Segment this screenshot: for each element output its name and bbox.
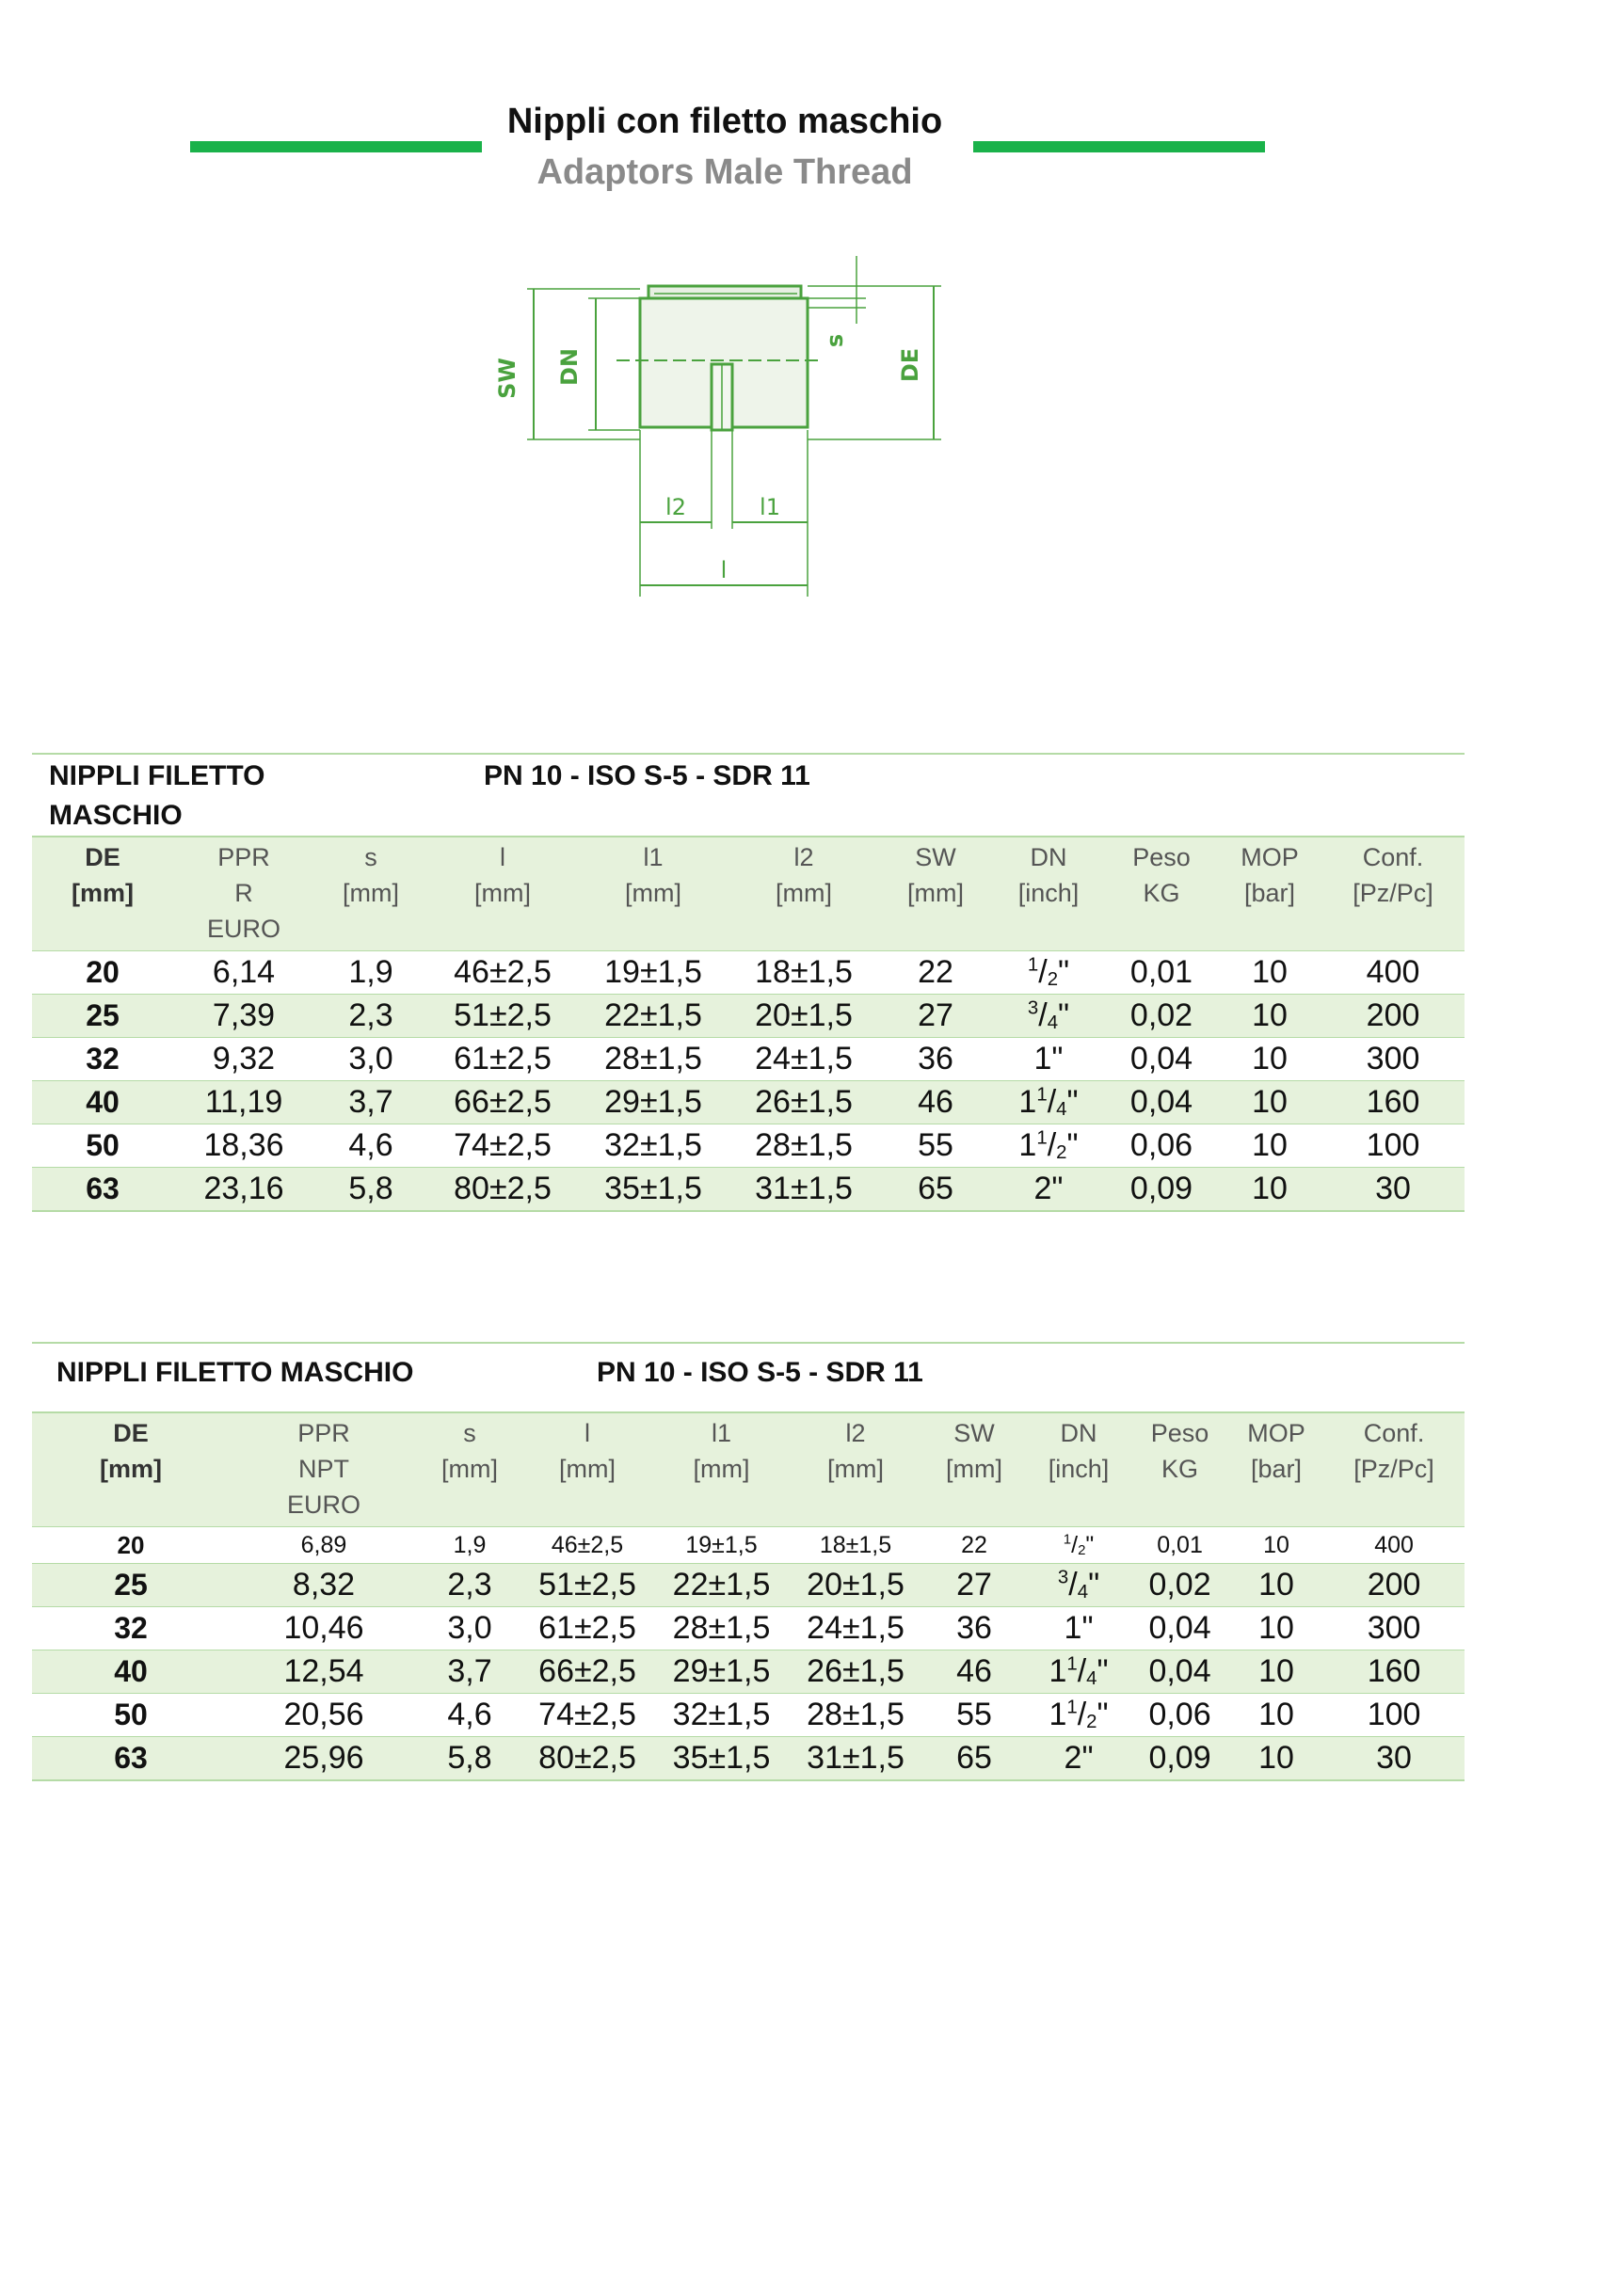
table2-header-cell	[1229, 1412, 1323, 1527]
table-row	[32, 1694, 1465, 1737]
dn-suffix: "	[1085, 1532, 1095, 1558]
table1-header-line: KG	[1143, 879, 1180, 907]
s-cell: 3,7	[418, 1650, 521, 1694]
table1-header-line: l1	[643, 843, 664, 871]
mop-cell: 10	[1218, 1168, 1321, 1212]
table1-header-line: s	[364, 843, 377, 871]
table1-header-cell	[1321, 837, 1465, 951]
peso-cell: 0,01	[1130, 1527, 1229, 1564]
table-npt-thread	[32, 1342, 1465, 1781]
table1-header-cell	[578, 837, 728, 951]
table1-header-cell	[1218, 837, 1321, 951]
peso-cell: 0,09	[1105, 1168, 1218, 1212]
table1-header-cell	[992, 837, 1105, 951]
table1-header-body	[32, 837, 1465, 951]
table2-header-line: EURO	[286, 1491, 360, 1519]
table-row	[32, 1527, 1465, 1564]
mop-cell: 10	[1218, 1038, 1321, 1081]
table2-header-line: [mm]	[693, 1455, 750, 1483]
table-row	[32, 1737, 1465, 1781]
dn-cell	[992, 951, 1105, 995]
table-row	[32, 1124, 1465, 1168]
table1-header-line: [mm]	[474, 879, 531, 907]
conf-cell: 400	[1323, 1527, 1465, 1564]
table2-header-line: Conf.	[1363, 1419, 1425, 1447]
l1-cell: 28±1,5	[653, 1607, 790, 1650]
l1-cell: 32±1,5	[653, 1694, 790, 1737]
table1-header-line: l2	[793, 843, 814, 871]
diagram-label-s: s	[822, 333, 848, 348]
table-row	[32, 1038, 1465, 1081]
table-row	[32, 995, 1465, 1038]
l2-cell: 26±1,5	[790, 1650, 921, 1694]
table2-header-cell	[790, 1412, 921, 1527]
s-cell: 4,6	[314, 1124, 427, 1168]
ppr-cell: 25,96	[230, 1737, 418, 1781]
dn-suffix: "	[1088, 1567, 1100, 1602]
table1-header-line: [Pz/Pc]	[1353, 879, 1433, 907]
table2-header-cell	[1323, 1412, 1465, 1527]
dn-cell	[992, 1124, 1105, 1168]
dn-suffix: "	[1097, 1653, 1109, 1689]
table2-header-line: l	[584, 1419, 591, 1447]
table2-header-row	[32, 1412, 1465, 1527]
s-cell: 5,8	[418, 1737, 521, 1781]
l1-cell: 35±1,5	[653, 1737, 790, 1781]
table1-header-cell	[879, 837, 992, 951]
diagram-label-dn: DN	[556, 347, 583, 387]
table-row	[32, 1607, 1465, 1650]
table1-header-cell	[32, 837, 173, 951]
dn-denominator: 4	[1086, 1668, 1097, 1690]
sw-cell: 46	[879, 1081, 992, 1124]
table1-header-line: SW	[915, 843, 956, 871]
table1-body	[32, 951, 1465, 1212]
sw-cell: 22	[921, 1527, 1027, 1564]
dn-cell	[1027, 1737, 1130, 1781]
dn-cell	[992, 1038, 1105, 1081]
table2-header-line: DE	[113, 1419, 149, 1447]
de-cell: 63	[32, 1737, 230, 1781]
table2-header-line: SW	[953, 1419, 995, 1447]
dn-denominator: 2	[1047, 969, 1059, 991]
dn-numerator: 3	[1027, 997, 1039, 1019]
dn-numerator: 1	[1063, 1531, 1072, 1548]
l-cell: 61±2,5	[521, 1607, 653, 1650]
table2-header-line: KG	[1161, 1455, 1199, 1483]
table-row	[32, 1564, 1465, 1607]
l-cell: 74±2,5	[521, 1694, 653, 1737]
peso-cell: 0,02	[1130, 1564, 1229, 1607]
l-cell: 51±2,5	[521, 1564, 653, 1607]
l2-cell: 18±1,5	[790, 1527, 921, 1564]
table-r-thread	[32, 753, 1465, 1212]
mop-cell: 10	[1218, 1081, 1321, 1124]
de-cell: 25	[32, 1564, 230, 1607]
table1-header-line: PPR	[217, 843, 270, 871]
dn-suffix: "	[1097, 1697, 1109, 1732]
table1-caption-line1: NIPPLI FILETTO	[49, 760, 265, 791]
de-cell: 20	[32, 951, 173, 995]
dn-whole: 1	[1049, 1653, 1067, 1689]
peso-cell: 0,04	[1130, 1607, 1229, 1650]
dn-whole: 1"	[1064, 1610, 1094, 1646]
table-row	[32, 1081, 1465, 1124]
l-cell: 66±2,5	[427, 1081, 578, 1124]
sw-cell: 22	[879, 951, 992, 995]
table1-header-line: [mm]	[343, 879, 399, 907]
conf-cell: 100	[1321, 1124, 1465, 1168]
dn-numerator: 3	[1057, 1567, 1069, 1588]
de-cell: 63	[32, 1168, 173, 1212]
diagram-thread	[648, 286, 801, 298]
table1-header-cell	[173, 837, 314, 951]
l-cell: 46±2,5	[427, 951, 578, 995]
table2-header-line: s	[463, 1419, 476, 1447]
dn-cell	[1027, 1694, 1130, 1737]
ppr-cell: 9,32	[173, 1038, 314, 1081]
sw-cell: 27	[921, 1564, 1027, 1607]
dn-cell	[992, 1168, 1105, 1212]
de-cell: 25	[32, 995, 173, 1038]
table2-body	[32, 1527, 1465, 1781]
sw-cell: 36	[921, 1607, 1027, 1650]
table1-header-line: Conf.	[1362, 843, 1424, 871]
table2-pn: PN 10 - ISO S-5 - SDR 11	[521, 1343, 1465, 1412]
table1-header-line: [mm]	[776, 879, 832, 907]
table2-header-line: Peso	[1150, 1419, 1209, 1447]
table2-header-line: [mm]	[100, 1455, 162, 1483]
dn-slash: /	[1071, 1532, 1079, 1558]
peso-cell: 0,04	[1105, 1038, 1218, 1081]
table1-header-line: DN	[1030, 843, 1067, 871]
table1-header-line: EURO	[206, 915, 280, 943]
peso-cell: 0,09	[1130, 1737, 1229, 1781]
ppr-cell: 7,39	[173, 995, 314, 1038]
table2-header-cell	[521, 1412, 653, 1527]
peso-cell: 0,02	[1105, 995, 1218, 1038]
conf-cell: 30	[1323, 1737, 1465, 1781]
dn-whole: 2"	[1064, 1740, 1094, 1776]
table1-caption-row	[32, 754, 1465, 837]
dn-slash: /	[1047, 1084, 1057, 1120]
dn-denominator: 2	[1056, 1142, 1067, 1164]
dn-suffix: "	[1058, 954, 1070, 990]
table2-header-line: [inch]	[1048, 1455, 1110, 1483]
l1-cell: 19±1,5	[578, 951, 728, 995]
de-cell: 32	[32, 1038, 173, 1081]
table2-header-body	[32, 1412, 1465, 1527]
sw-cell: 65	[921, 1737, 1027, 1781]
l-cell: 66±2,5	[521, 1650, 653, 1694]
dn-numerator: 1	[1066, 1697, 1078, 1718]
conf-cell: 100	[1323, 1694, 1465, 1737]
ppr-cell: 12,54	[230, 1650, 418, 1694]
l-cell: 80±2,5	[521, 1737, 653, 1781]
s-cell: 2,3	[418, 1564, 521, 1607]
diagram-label-l1: l1	[760, 494, 780, 520]
dn-cell	[992, 1081, 1105, 1124]
l1-cell: 35±1,5	[578, 1168, 728, 1212]
s-cell: 3,0	[418, 1607, 521, 1650]
table2-header-cell	[921, 1412, 1027, 1527]
mop-cell: 10	[1229, 1527, 1323, 1564]
title-rule-right	[973, 141, 1265, 152]
conf-cell: 200	[1323, 1564, 1465, 1607]
dn-slash: /	[1038, 954, 1048, 990]
l1-cell: 29±1,5	[653, 1650, 790, 1694]
s-cell: 4,6	[418, 1694, 521, 1737]
conf-cell: 30	[1321, 1168, 1465, 1212]
dn-cell	[1027, 1564, 1130, 1607]
table2-header-cell	[418, 1412, 521, 1527]
table1-header-line: [mm]	[907, 879, 964, 907]
table1-header-line: R	[234, 879, 253, 907]
mop-cell: 10	[1218, 1124, 1321, 1168]
l1-cell: 19±1,5	[653, 1527, 790, 1564]
table1-header-row	[32, 837, 1465, 951]
ppr-cell: 10,46	[230, 1607, 418, 1650]
conf-cell: 200	[1321, 995, 1465, 1038]
conf-cell: 160	[1323, 1650, 1465, 1694]
diagram-label-de: DE	[897, 347, 923, 383]
table-row	[32, 1168, 1465, 1212]
dn-denominator: 4	[1077, 1582, 1089, 1603]
l-cell: 51±2,5	[427, 995, 578, 1038]
l2-cell: 31±1,5	[728, 1168, 879, 1212]
table2-header-line: [mm]	[559, 1455, 616, 1483]
table2-header-line: DN	[1060, 1419, 1097, 1447]
de-cell: 40	[32, 1650, 230, 1694]
table1-caption	[32, 754, 427, 837]
sw-cell: 46	[921, 1650, 1027, 1694]
s-cell: 1,9	[418, 1527, 521, 1564]
table1-header-cell	[728, 837, 879, 951]
table2-header-line: [Pz/Pc]	[1353, 1455, 1434, 1483]
l1-cell: 28±1,5	[578, 1038, 728, 1081]
peso-cell: 0,04	[1105, 1081, 1218, 1124]
dn-denominator: 4	[1056, 1099, 1067, 1121]
dn-cell	[1027, 1527, 1130, 1564]
page-title: Nippli con filetto maschio	[506, 102, 943, 141]
dn-denominator: 4	[1047, 1012, 1059, 1034]
sw-cell: 55	[921, 1694, 1027, 1737]
dn-numerator: 1	[1027, 954, 1039, 976]
dn-suffix: "	[1066, 1127, 1079, 1163]
table2-header-cell	[1130, 1412, 1229, 1527]
l-cell: 80±2,5	[427, 1168, 578, 1212]
table2-header-line: PPR	[297, 1419, 350, 1447]
peso-cell: 0,04	[1130, 1650, 1229, 1694]
de-cell: 50	[32, 1694, 230, 1737]
dn-slash: /	[1077, 1697, 1087, 1732]
conf-cell: 300	[1321, 1038, 1465, 1081]
ppr-cell: 23,16	[173, 1168, 314, 1212]
fitting-diagram	[428, 247, 1021, 632]
dn-cell	[992, 995, 1105, 1038]
mop-cell: 10	[1229, 1650, 1323, 1694]
l2-cell: 20±1,5	[790, 1564, 921, 1607]
s-cell: 2,3	[314, 995, 427, 1038]
conf-cell: 300	[1323, 1607, 1465, 1650]
l2-cell: 31±1,5	[790, 1737, 921, 1781]
table1-header-cell	[1105, 837, 1218, 951]
table2-header-line: [bar]	[1251, 1455, 1303, 1483]
table2-header-cell	[230, 1412, 418, 1527]
ppr-cell: 8,32	[230, 1564, 418, 1607]
dn-numerator: 1	[1036, 1084, 1048, 1106]
dn-slash: /	[1077, 1653, 1087, 1689]
s-cell: 3,0	[314, 1038, 427, 1081]
dn-cell	[1027, 1607, 1130, 1650]
table1-header-line: [mm]	[625, 879, 681, 907]
dn-suffix: "	[1058, 997, 1070, 1033]
dn-denominator: 2	[1078, 1542, 1086, 1559]
table2-header-line: l1	[712, 1419, 732, 1447]
diagram-label-sw: SW	[494, 358, 520, 399]
s-cell: 3,7	[314, 1081, 427, 1124]
table2-header-line: [mm]	[441, 1455, 499, 1483]
dn-cell	[1027, 1650, 1130, 1694]
s-cell: 5,8	[314, 1168, 427, 1212]
table-row	[32, 951, 1465, 995]
ppr-cell: 11,19	[173, 1081, 314, 1124]
peso-cell: 0,06	[1130, 1694, 1229, 1737]
table1-header-line: DE	[85, 843, 120, 871]
l1-cell: 22±1,5	[653, 1564, 790, 1607]
table2-header-cell	[653, 1412, 790, 1527]
mop-cell: 10	[1229, 1694, 1323, 1737]
l2-cell: 24±1,5	[728, 1038, 879, 1081]
l2-cell: 28±1,5	[790, 1694, 921, 1737]
table1-header-line: [inch]	[1017, 879, 1080, 907]
l1-cell: 29±1,5	[578, 1081, 728, 1124]
dn-slash: /	[1038, 997, 1048, 1033]
table1-header-line: MOP	[1241, 843, 1299, 871]
table1-caption-line2: MASCHIO	[49, 800, 183, 831]
page-subtitle: Adaptors Male Thread	[536, 152, 913, 192]
de-cell: 32	[32, 1607, 230, 1650]
table1-header-line: l	[500, 843, 505, 871]
dn-whole: 1	[1018, 1084, 1037, 1120]
ppr-cell: 6,89	[230, 1527, 418, 1564]
dn-whole: 1"	[1033, 1041, 1064, 1076]
de-cell: 40	[32, 1081, 173, 1124]
sw-cell: 55	[879, 1124, 992, 1168]
table2-header-line: MOP	[1247, 1419, 1305, 1447]
ppr-cell: 18,36	[173, 1124, 314, 1168]
l-cell: 46±2,5	[521, 1527, 653, 1564]
table1-header-cell	[314, 837, 427, 951]
l2-cell: 26±1,5	[728, 1081, 879, 1124]
sw-cell: 36	[879, 1038, 992, 1081]
de-cell: 20	[32, 1527, 230, 1564]
sw-cell: 27	[879, 995, 992, 1038]
mop-cell: 10	[1218, 995, 1321, 1038]
diagram-label-l2: l2	[665, 494, 686, 520]
ppr-cell: 6,14	[173, 951, 314, 995]
dn-denominator: 2	[1086, 1712, 1097, 1733]
title-rule-left	[190, 141, 482, 152]
dn-numerator: 1	[1036, 1127, 1048, 1149]
de-cell: 50	[32, 1124, 173, 1168]
diagram-label-l: l	[720, 557, 728, 583]
table1-header-line: [bar]	[1243, 879, 1296, 907]
l-cell: 74±2,5	[427, 1124, 578, 1168]
l1-cell: 22±1,5	[578, 995, 728, 1038]
mop-cell: 10	[1229, 1607, 1323, 1650]
table1-header-cell	[427, 837, 578, 951]
dn-slash: /	[1068, 1567, 1078, 1602]
table2-header-line: NPT	[298, 1455, 349, 1483]
dn-suffix: "	[1066, 1084, 1079, 1120]
table2-header-line: l2	[845, 1419, 866, 1447]
l2-cell: 18±1,5	[728, 951, 879, 995]
conf-cell: 400	[1321, 951, 1465, 995]
dn-slash: /	[1047, 1127, 1057, 1163]
table2-header-line: [mm]	[827, 1455, 885, 1483]
table2-caption: NIPPLI FILETTO MASCHIO	[32, 1343, 521, 1412]
table1-header-line: [mm]	[72, 879, 134, 907]
table1-header-line: Peso	[1132, 843, 1191, 871]
l2-cell: 20±1,5	[728, 995, 879, 1038]
table2-header-cell	[32, 1412, 230, 1527]
table2-header-line: [mm]	[946, 1455, 1003, 1483]
dn-whole: 1	[1049, 1697, 1067, 1732]
mop-cell: 10	[1229, 1737, 1323, 1781]
l2-cell: 28±1,5	[728, 1124, 879, 1168]
table2-header-cell	[1027, 1412, 1130, 1527]
table2-caption-row	[32, 1343, 1465, 1412]
l-cell: 61±2,5	[427, 1038, 578, 1081]
table1-pn: PN 10 - ISO S-5 - SDR 11	[427, 754, 1465, 837]
s-cell: 1,9	[314, 951, 427, 995]
mop-cell: 10	[1229, 1564, 1323, 1607]
peso-cell: 0,01	[1105, 951, 1218, 995]
mop-cell: 10	[1218, 951, 1321, 995]
l1-cell: 32±1,5	[578, 1124, 728, 1168]
sw-cell: 65	[879, 1168, 992, 1212]
dn-numerator: 1	[1066, 1653, 1078, 1675]
conf-cell: 160	[1321, 1081, 1465, 1124]
dn-whole: 1	[1018, 1127, 1037, 1163]
dn-whole: 2"	[1033, 1171, 1064, 1206]
l2-cell: 24±1,5	[790, 1607, 921, 1650]
peso-cell: 0,06	[1105, 1124, 1218, 1168]
ppr-cell: 20,56	[230, 1694, 418, 1737]
table-row	[32, 1650, 1465, 1694]
